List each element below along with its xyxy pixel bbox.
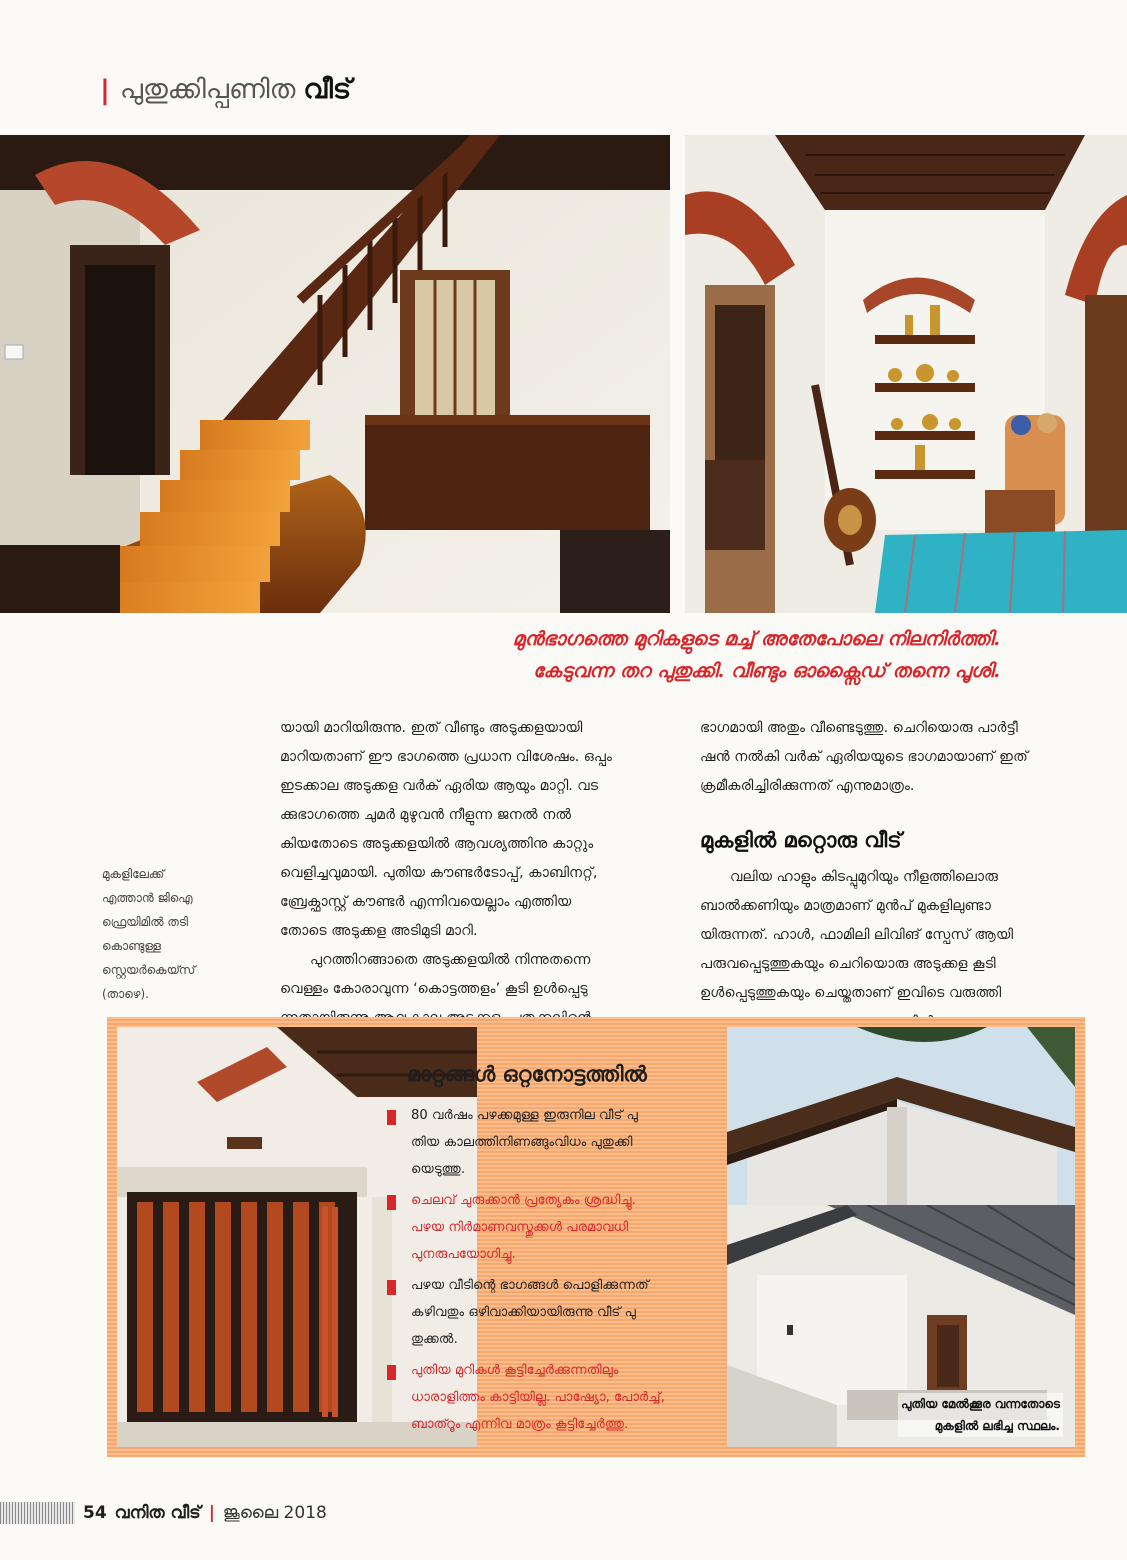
- footer-separator: |: [208, 1503, 215, 1523]
- photo-terrace-space: [727, 1205, 1075, 1447]
- side-caption: [102, 862, 262, 1006]
- photo-caption-line: കേടുവന്ന തറ പുതുക്കി. വീണ്ടും ഓക്സൈഡ് തന്നെ പൂശി.: [533, 660, 1000, 682]
- bullet-line: തിയ കാലത്തിനിണങ്ങുംവിധം പുതുക്കി: [411, 1135, 633, 1150]
- bullet-item: [387, 1357, 717, 1438]
- text-line: വെളിച്ചവുമായി. പുതിയ കൗണ്ടർടോപ്പ്, കാബിനറ്റ്,: [280, 865, 598, 881]
- box-photo-caption-line: പുതിയ മേൽക്കൂര വന്നതോടെ: [898, 1393, 1063, 1415]
- bullet-line: ചെലവ് ചുരുക്കാൻ പ്രത്യേകം ശ്രദ്ധിച്ചു.: [411, 1193, 636, 1208]
- page-footer: [0, 1497, 600, 1529]
- header-word: വീട്: [303, 74, 352, 105]
- article-column-middle: [280, 714, 672, 1033]
- text-line: വെള്ളം കോരാവുന്ന ‘കൊട്ടത്തളം’ കൂടി ഉൾപ്പെടു: [280, 981, 588, 997]
- subheading: മുകളിൽ മറ്റൊരു വീട്: [700, 828, 902, 852]
- bullet-item: [387, 1102, 717, 1183]
- photo-caption-line: മുൻഭാഗത്തെ മുറികളുടെ മച്ച് അതേപോലെ നിലനിർത്തി.: [512, 628, 1000, 650]
- section-header: [100, 70, 351, 110]
- magazine-name: വനിത വീട്: [114, 1503, 201, 1523]
- text-line: ക്രമീകരിച്ചിരിക്കുന്നത് എന്നുമാത്രം.: [700, 778, 915, 794]
- box-title: മാറ്റങ്ങൾ ഒറ്റനോട്ടത്തിൽ: [407, 1062, 647, 1086]
- issue-date: ജൂലൈ 2018: [222, 1503, 327, 1523]
- side-caption-line: മുകളിലേക്ക്: [102, 867, 165, 881]
- page-number: 54: [83, 1503, 107, 1523]
- text-line: ഉൾപ്പെടുത്തുകയും ചെയ്തതാണ് ഇവിടെ വരുത്തി: [700, 985, 1002, 1001]
- text-line: കിയതോടെ അടുക്കളയിൽ ആവശ്യത്തിനു കാറ്റും: [280, 836, 594, 852]
- header-category: പുതുക്കിപ്പണിത: [119, 74, 296, 105]
- bullet-marker: [387, 1365, 396, 1380]
- text-line: യായി മാറിയിരുന്നു. ഇത് വീണ്ടും അടുക്കളയായി: [280, 720, 583, 736]
- side-caption-line: ഫ്രെയിമിൽ തടി: [102, 915, 189, 929]
- text-line: ഇടക്കാല അടുക്കള വർക് ഏരിയ ആയും മാറ്റി. വട: [280, 778, 599, 794]
- photo-caption: [380, 623, 1000, 687]
- side-caption-line: എത്താൻ ജിഐ: [102, 891, 193, 905]
- text-line: യിരുന്നത്. ഹാൾ, ഫാമിലി ലിവിങ് സ്പേസ് ആയി: [700, 927, 1014, 943]
- side-caption-line: (താഴെ).: [102, 987, 149, 1001]
- feature-box: [107, 1017, 1085, 1457]
- text-line: വലിയ ഹാളും കിടപ്പുമുറിയും നീളത്തിലൊരു: [730, 869, 999, 885]
- bullet-line: പുനരുപയോഗിച്ചു.: [411, 1247, 516, 1262]
- bullet-marker: [387, 1280, 396, 1295]
- bullet-line: തുക്കൽ.: [411, 1332, 458, 1347]
- bullet-line: യെടുത്തു.: [411, 1162, 466, 1177]
- bullet-line: 80 വർഷം പഴക്കമുള്ള ഇരുനില വീട് പു: [411, 1108, 638, 1123]
- bullet-item: [387, 1187, 717, 1268]
- bullet-line: പഴയ വീടിന്റെ ഭാഗങ്ങൾ പൊളിക്കുന്നത്: [411, 1278, 649, 1293]
- text-line: പരുവപ്പെടുത്തുകയും ചെറിയൊരു അടുക്കള കൂടി: [700, 956, 996, 972]
- bullet-line: പുതിയ മുറികൾ കൂട്ടിച്ചേർക്കുന്നതിലും: [411, 1363, 619, 1378]
- bullet-line: ധാരാളിത്തം കാട്ടിയില്ല. പാഷ്യോ, പോർച്ച്,: [411, 1390, 665, 1405]
- side-caption-line: സ്റ്റെയർകെയ്സ്: [102, 963, 196, 977]
- text-line: ഭാഗമായി അതും വീണ്ടെടുത്തു. ചെറിയൊരു പാർട്ടീ: [700, 720, 1018, 736]
- box-photo-caption-line: മുകളിൽ ലഭിച്ച സ്ഥലം.: [898, 1415, 1063, 1437]
- bullet-line: കഴിവതും ഒഴിവാക്കിയായിരുന്നു വീട് പു: [411, 1305, 636, 1320]
- bullet-marker: [387, 1110, 396, 1125]
- photo-staircase: [0, 135, 670, 613]
- text-line: മാറിയതാണ് ഈ ഭാഗത്തെ പ്രധാന വിശേഷം. ഒപ്പം: [280, 749, 612, 765]
- text-line: ക്കുഭാഗത്തെ ചുമർ മുഴുവൻ നീളുന്ന ജനൽ നൽ: [280, 807, 572, 823]
- photo-roof-exterior: [727, 1027, 1075, 1205]
- footer-decoration: [0, 1502, 75, 1524]
- text-line: ഷൻ നൽകി വർക് ഏരിയയുടെ ഭാഗമായാണ് ഇത്: [700, 749, 1028, 765]
- article-column-right: [700, 714, 1090, 1037]
- box-photo-caption: [898, 1393, 1063, 1437]
- bullet-item: [387, 1272, 717, 1353]
- text-line: തോടെ അടുക്കള അടിമുടി മാറി.: [280, 923, 478, 939]
- bullet-marker: [387, 1195, 396, 1210]
- header-bar: |: [100, 74, 110, 106]
- photo-puja-room: [685, 135, 1127, 613]
- text-line: പുറത്തിറങ്ങാതെ അടുക്കളയിൽ നിന്നുതന്നെ: [310, 952, 591, 968]
- bullet-line: ബാത്റൂം എന്നിവ മാത്രം കൂട്ടിച്ചേർത്തു.: [411, 1417, 629, 1432]
- text-line: ബ്രേക്ഫാസ്റ്റ് കൗണ്ടർ എന്നിവയെല്ലാം എത്തിയ: [280, 894, 572, 910]
- side-caption-line: കൊണ്ടുള്ള: [102, 939, 161, 953]
- bullet-line: പഴയ നിർമാണവസ്തുക്കൾ പരമാവധി: [411, 1220, 629, 1235]
- text-line: ബാൽക്കണിയും മാത്രമാണ് മുൻപ് മുകളിലുണ്ടാ: [700, 898, 991, 914]
